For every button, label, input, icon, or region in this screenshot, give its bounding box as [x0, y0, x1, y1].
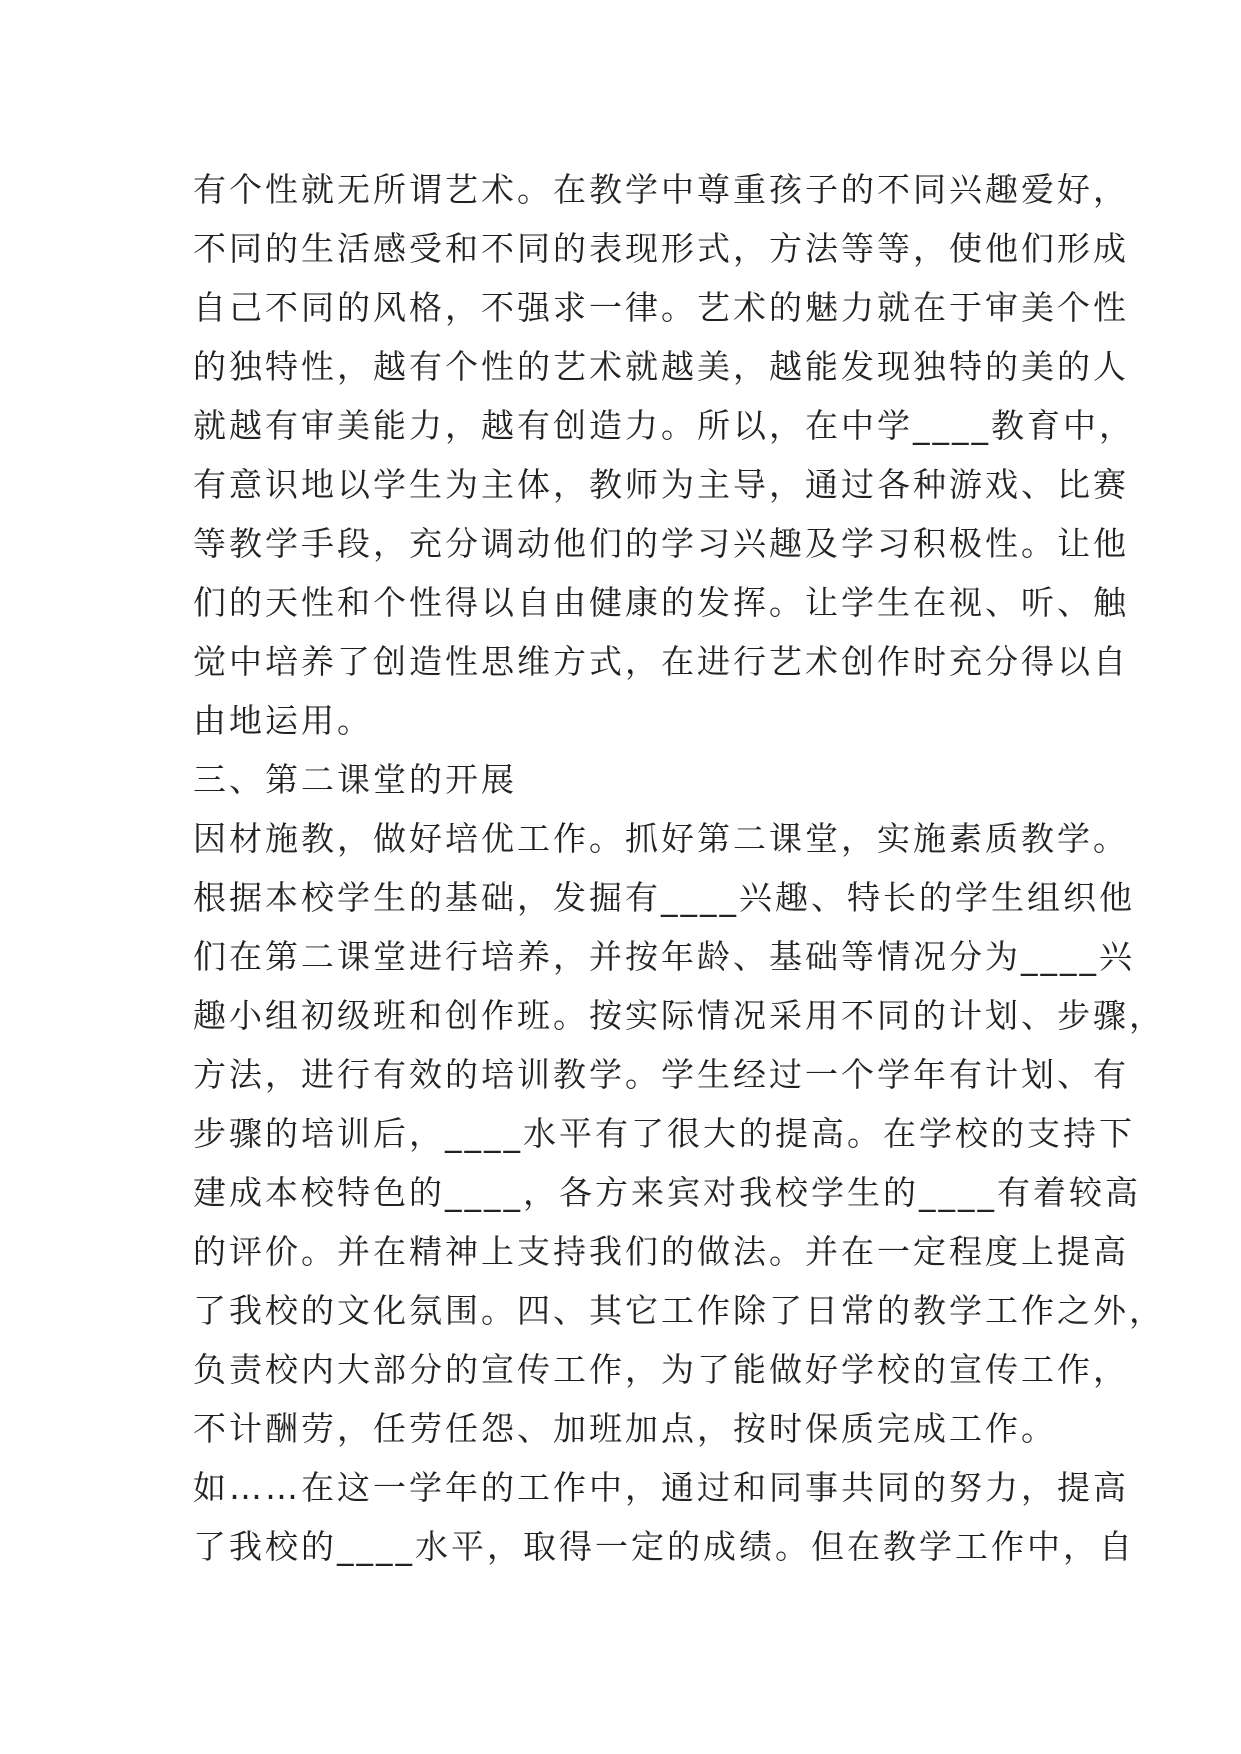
- text-line: 的评价。并在精神上支持我们的做法。并在一定程度上提高: [193, 1232, 1129, 1271]
- document-body: [193, 160, 1165, 1576]
- text-line: 建成本校特色的____，各方来宾对我校学生的____有着较高: [193, 1173, 1141, 1212]
- text-line: 如……在这一学年的工作中，通过和同事共同的努力，提高: [193, 1468, 1129, 1507]
- text-line: 负责校内大部分的宣传工作，为了能做好学校的宣传工作，: [193, 1350, 1129, 1389]
- text-line: 的独特性，越有个性的艺术就越美，越能发现独特的美的人: [193, 347, 1129, 386]
- text-line: 们的天性和个性得以自由健康的发挥。让学生在视、听、触: [193, 583, 1129, 622]
- text-line: 们在第二课堂进行培养，并按年龄、基础等情况分为____兴: [193, 937, 1135, 976]
- text-line: 有意识地以学生为主体，教师为主导，通过各种游戏、比赛: [193, 465, 1129, 504]
- section-heading: 三、第二课堂的开展: [193, 760, 517, 799]
- text-line: 方法，进行有效的培训教学。学生经过一个学年有计划、有: [193, 1055, 1129, 1094]
- text-line: 自己不同的风格，不强求一律。艺术的魅力就在于审美个性: [193, 288, 1129, 327]
- text-line: 不计酬劳，任劳任怨、加班加点，按时保质完成工作。: [193, 1409, 1057, 1448]
- text-line: 觉中培养了创造性思维方式，在进行艺术创作时充分得以自: [193, 642, 1129, 681]
- text-line: 趣小组初级班和创作班。按实际情况采用不同的计划、步骤，: [193, 996, 1165, 1035]
- text-line: 等教学手段，充分调动他们的学习兴趣及学习积极性。让他: [193, 524, 1129, 563]
- text-line: 了我校的文化氛围。四、其它工作除了日常的教学工作之外，: [193, 1291, 1165, 1330]
- text-line: 有个性就无所谓艺术。在教学中尊重孩子的不同兴趣爱好，: [193, 170, 1129, 209]
- text-line: 步骤的培训后，____水平有了很大的提高。在学校的支持下: [193, 1114, 1135, 1153]
- text-line: 因材施教，做好培优工作。抓好第二课堂，实施素质教学。: [193, 819, 1129, 858]
- text-line: 根据本校学生的基础，发掘有____兴趣、特长的学生组织他: [193, 878, 1135, 917]
- text-line: 了我校的____水平，取得一定的成绩。但在教学工作中，自: [193, 1527, 1135, 1566]
- text-line: 不同的生活感受和不同的表现形式，方法等等，使他们形成: [193, 229, 1129, 268]
- text-line: 由地运用。: [193, 701, 373, 740]
- text-line: 就越有审美能力，越有创造力。所以，在中学____教育中，: [193, 406, 1135, 445]
